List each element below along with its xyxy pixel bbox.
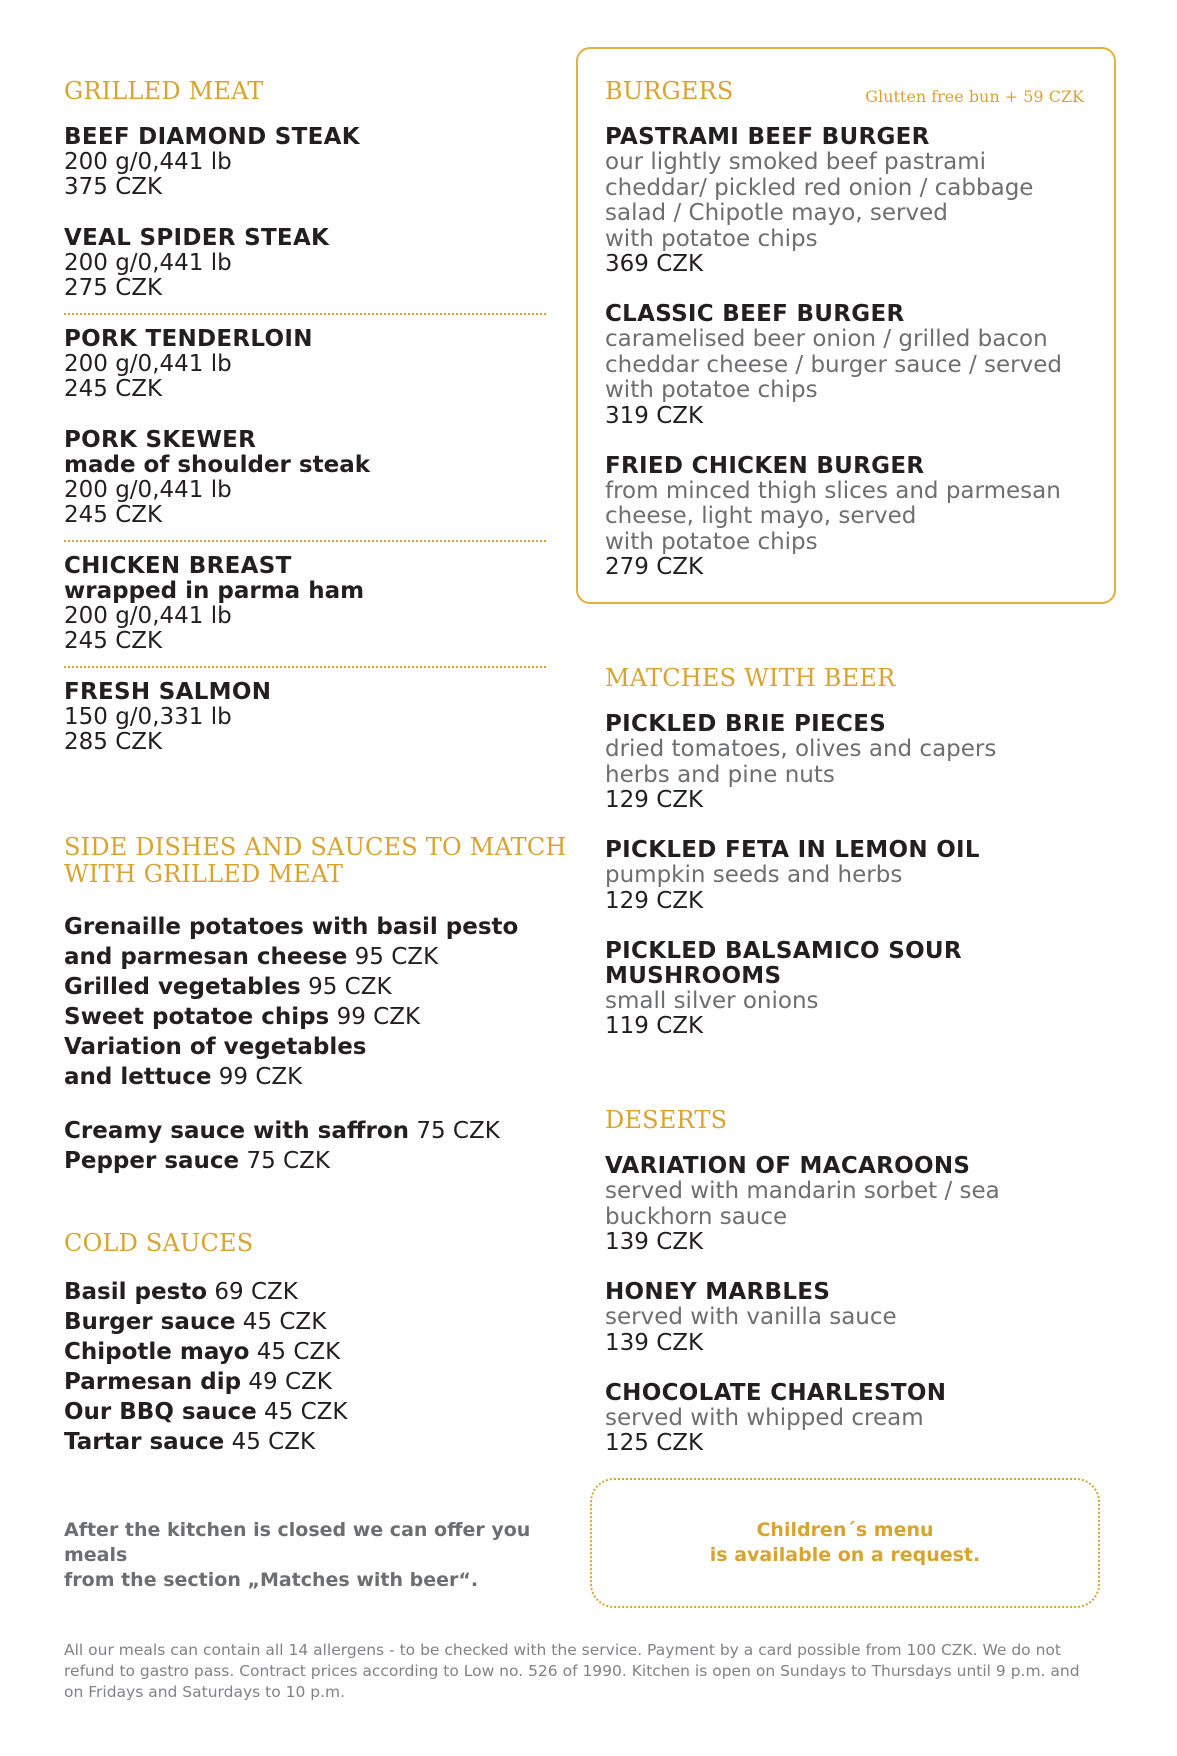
item-description: cheddar/ pickled red onion / cabbage [605, 174, 1034, 201]
menu-item [605, 125, 1095, 277]
footer-line: refund to gastro pass. Contract prices according to Low no. 526 of 1990. Kitchen is open on Sundays to Thursdays until 9 p.m. and [64, 1662, 1080, 1680]
item-description: pumpkin seeds and herbs [605, 862, 903, 888]
gluten-free-note: Glutten free bun + 59 CZK [865, 87, 1084, 106]
menu-item [605, 712, 1095, 813]
side-name: and parmesan cheese [64, 944, 348, 970]
menu-item [64, 327, 546, 402]
cold-sauces-heading: COLD SAUCES [64, 1229, 254, 1257]
item-description: salad / Chipotle mayo, served [605, 200, 948, 226]
matches-with-beer-section [605, 665, 1095, 1039]
cold-sauces-section [64, 1230, 604, 1457]
childrens-menu-box [590, 1478, 1100, 1608]
sauce-line [64, 1277, 604, 1307]
item-description: buckhorn sauce [605, 1203, 788, 1230]
side-name: Sweet potatoe chips [64, 1004, 330, 1030]
item-price: 245 CZK [64, 502, 163, 528]
menu-item [605, 302, 1095, 429]
item-subtitle: made of shoulder steak [64, 452, 371, 478]
item-description: cheddar cheese / burger sauce / served [605, 351, 1062, 378]
sauce-name: Parmesan dip [64, 1369, 242, 1395]
sauce-line [64, 1337, 604, 1367]
childrens-menu-line: is available on a request. [709, 1544, 981, 1566]
item-name: FRIED CHICKEN BURGER [605, 452, 925, 479]
item-description: served with whipped cream [605, 1404, 924, 1431]
item-price: 129 CZK [605, 787, 704, 813]
item-price: 139 CZK [605, 1329, 704, 1356]
item-weight: 200 g/0,441 lb [64, 603, 232, 629]
item-price: 245 CZK [64, 628, 163, 654]
item-name: HONEY MARBLES [605, 1279, 831, 1305]
side-line [64, 1032, 604, 1062]
item-subtitle: wrapped in parma ham [64, 578, 365, 604]
side-name: Grilled vegetables [64, 974, 301, 1000]
sauce-name: Pepper sauce [64, 1148, 240, 1174]
menu-item [605, 1381, 1095, 1457]
side-dishes-heading: SIDE DISHES AND SAUCES TO MATCH [64, 833, 567, 861]
side-line [64, 912, 604, 942]
item-price: 245 CZK [64, 376, 163, 402]
item-name: PORK TENDERLOIN [64, 326, 313, 352]
grilled-meat-section [64, 78, 546, 755]
burgers-heading: BURGERS [605, 77, 734, 105]
item-name: VEAL SPIDER STEAK [64, 225, 330, 251]
sauce-line [64, 1116, 604, 1146]
item-description: with potatoe chips [605, 225, 818, 252]
note-line: After the kitchen is closed we can offer you meals [64, 1519, 531, 1566]
item-description: served with mandarin sorbet / sea [605, 1178, 1000, 1204]
side-line [64, 942, 604, 972]
item-name: PASTRAMI BEEF BURGER [605, 124, 930, 150]
footer-line: on Fridays and Saturdays to 10 p.m. [64, 1683, 346, 1701]
item-price: 319 CZK [605, 402, 704, 429]
deserts-section [605, 1107, 1095, 1456]
sauce-name: Our BBQ sauce [64, 1399, 257, 1425]
item-description: our lightly smoked beef pastrami [605, 149, 987, 175]
sauce-name: Creamy sauce with saffron [64, 1118, 409, 1144]
item-name: FRESH SALMON [64, 679, 272, 705]
childrens-menu-line: Children´s menu [756, 1519, 934, 1541]
item-name: PICKLED BALSAMICO SOUR [605, 937, 962, 964]
menu-item [605, 1280, 1095, 1356]
sauce-name: Chipotle mayo [64, 1339, 250, 1365]
item-weight: 200 g/0,441 lb [64, 351, 232, 377]
menu-item [605, 838, 1095, 914]
menu-item [64, 226, 546, 301]
side-price: 99 CZK [336, 1004, 421, 1030]
item-description: with potatoe chips [605, 377, 818, 403]
footer-disclaimer [64, 1640, 1104, 1703]
note-line: from the section „Matches with beer“. [64, 1569, 479, 1591]
item-description: dried tomatoes, olives and capers [605, 736, 997, 762]
item-price: 139 CZK [605, 1229, 704, 1255]
menu-item [64, 125, 546, 200]
burgers-section [605, 78, 1095, 580]
side-line [64, 972, 604, 1002]
sauce-price: 45 CZK [264, 1399, 348, 1425]
item-weight: 150 g/0,331 lb [64, 704, 232, 730]
item-description: with potatoe chips [605, 528, 818, 555]
sauce-line [64, 1307, 604, 1337]
sauce-price: 45 CZK [231, 1429, 316, 1455]
side-price: 95 CZK [354, 944, 439, 970]
menu-item [605, 454, 1095, 581]
side-name: Grenaille potatoes with basil pesto [64, 914, 519, 940]
menu-item [605, 939, 1095, 1040]
sauce-price: 75 CZK [416, 1118, 500, 1144]
grilled-meat-heading: GRILLED MEAT [64, 77, 264, 105]
item-price: 275 CZK [64, 275, 163, 301]
item-weight: 200 g/0,441 lb [64, 149, 232, 175]
item-name: BEEF DIAMOND STEAK [64, 124, 360, 150]
side-dishes-heading: WITH GRILLED MEAT [64, 860, 344, 888]
item-price: 285 CZK [64, 729, 163, 755]
side-price: 95 CZK [308, 974, 392, 1000]
kitchen-closed-note [64, 1518, 594, 1593]
item-description: cheese, light mayo, served [605, 503, 917, 529]
sauce-price: 45 CZK [256, 1339, 341, 1365]
sauce-price: 45 CZK [242, 1309, 327, 1335]
item-name: CHICKEN BREAST [64, 553, 292, 579]
sauce-line [64, 1367, 604, 1397]
sauce-name: Basil pesto [64, 1279, 208, 1305]
side-name: and lettuce [64, 1064, 212, 1090]
menu-item [605, 1154, 1095, 1255]
sauce-line [64, 1427, 604, 1457]
item-description: small silver onions [605, 987, 819, 1014]
item-price: 369 CZK [605, 251, 704, 277]
side-price: 99 CZK [218, 1064, 303, 1090]
item-name: PICKLED FETA IN LEMON OIL [605, 837, 980, 863]
item-price: 119 CZK [605, 1013, 704, 1039]
item-weight: 200 g/0,441 lb [64, 477, 232, 503]
item-price: 125 CZK [605, 1430, 704, 1456]
sauce-price: 49 CZK [248, 1369, 332, 1395]
matches-heading: MATCHES WITH BEER [605, 664, 896, 692]
item-name: CHOCOLATE CHARLESTON [605, 1379, 947, 1406]
deserts-heading: DESERTS [605, 1106, 728, 1134]
menu-item [64, 554, 546, 654]
item-price: 375 CZK [64, 174, 163, 200]
item-name: VARIATION OF MACAROONS [605, 1153, 971, 1179]
side-line [64, 1002, 604, 1032]
item-price: 279 CZK [605, 554, 704, 580]
item-description: from minced thigh slices and parmesan [605, 477, 1061, 504]
item-description: herbs and pine nuts [605, 761, 835, 788]
side-line [64, 1062, 604, 1092]
sauce-price: 75 CZK [246, 1148, 330, 1174]
sauce-name: Tartar sauce [64, 1429, 225, 1455]
item-name: CLASSIC BEEF BURGER [605, 301, 905, 327]
item-description: served with vanilla sauce [605, 1304, 897, 1330]
side-dishes-section [64, 834, 604, 1176]
sauce-price: 69 CZK [214, 1279, 298, 1305]
item-price: 129 CZK [605, 887, 704, 914]
item-weight: 200 g/0,441 lb [64, 250, 232, 276]
sauce-line [64, 1397, 604, 1427]
item-name: PORK SKEWER [64, 427, 257, 453]
item-name: MUSHROOMS [605, 962, 782, 989]
item-name: PICKLED BRIE PIECES [605, 711, 887, 737]
item-description: caramelised beer onion / grilled bacon [605, 326, 1048, 352]
sauce-line [64, 1146, 604, 1176]
sauce-name: Burger sauce [64, 1309, 236, 1335]
footer-line: All our meals can contain all 14 allergens - to be checked with the service. Payment by a card possible from 100 CZK. We do not [64, 1641, 1061, 1659]
side-name: Variation of vegetables [64, 1034, 367, 1060]
menu-item [64, 680, 546, 755]
menu-item [64, 428, 546, 528]
